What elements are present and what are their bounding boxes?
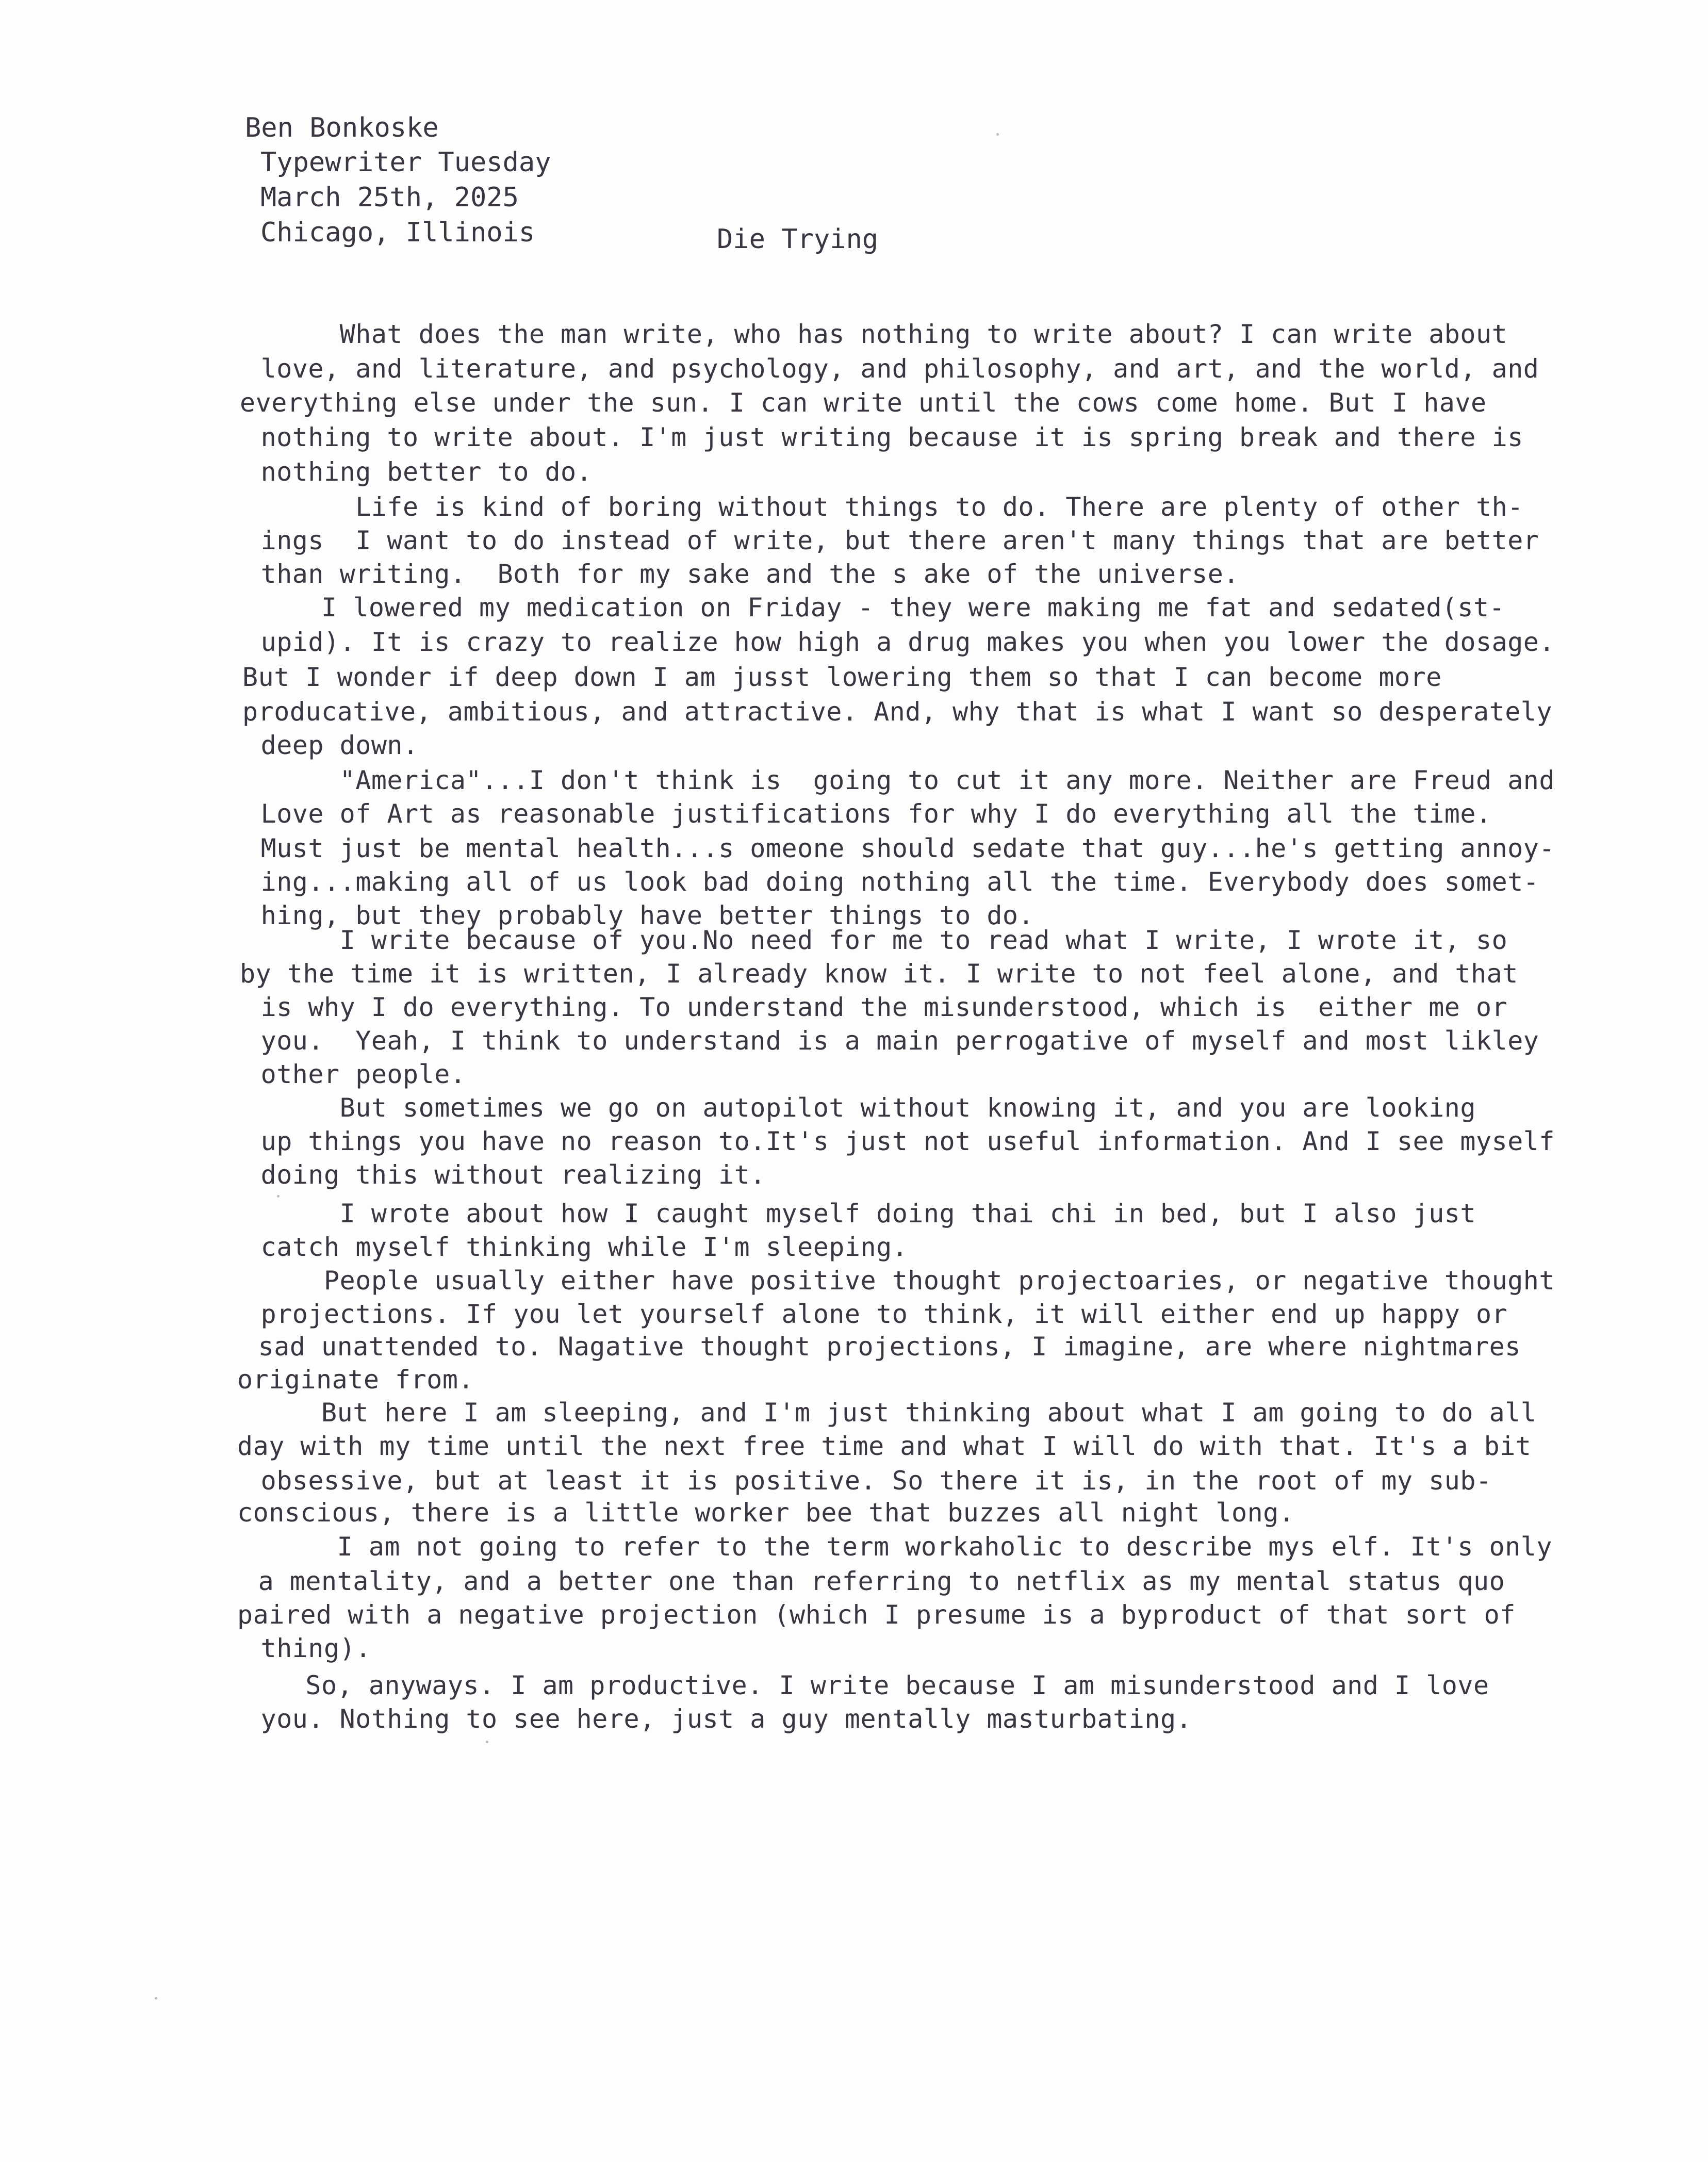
text-line: catch myself thinking while I'm sleeping.: [245, 1232, 908, 1262]
text-line: paired with a negative projection (which I presume is a byproduct of that sort of: [237, 1600, 1516, 1630]
text-line: But I wonder if deep down I am jusst lowering them so that I can become more: [242, 662, 1442, 692]
text-line: love, and literature, and psychology, and philosophy, and art, and the world, and: [245, 354, 1539, 384]
text-line: I lowered my medication on Friday - they were making me fat and sedated(st-: [242, 593, 1505, 623]
text-line: What does the man write, who has nothing to write about? I can write about: [245, 319, 1508, 349]
text-line: sad unattended to. Nagative thought projections, I imagine, are where nightmares: [242, 1332, 1521, 1362]
text-line: other people.: [245, 1059, 466, 1089]
text-line: "America"...I don't think is going to cut it any more. Neither are Freud and: [245, 765, 1555, 795]
text-line: Love of Art as reasonable justifications for why I do everything all the time.: [245, 799, 1492, 829]
text-line: a mentality, and a better one than referring to netflix as my mental status quo: [242, 1566, 1505, 1596]
paper-speck: [996, 133, 999, 136]
text-line: deep down.: [245, 730, 419, 760]
text-line: But sometimes we go on autopilot without knowing it, and you are looking: [245, 1093, 1476, 1123]
text-line: I wrote about how I caught myself doing thai chi in bed, but I also just: [245, 1199, 1476, 1229]
text-line: conscious, there is a little worker bee that buzzes all night long.: [237, 1498, 1295, 1528]
author-name: Ben Bonkoske: [245, 112, 439, 143]
text-line: ings I want to do instead of write, but there aren't many things that are better: [245, 526, 1539, 555]
paper-speck: [486, 1741, 488, 1743]
paper-speck: [155, 1997, 157, 2000]
text-line: upid). It is crazy to realize how high a drug makes you when you lower the dosage.: [245, 627, 1555, 657]
paper-speck: [277, 1195, 280, 1198]
series-name: Typewriter Tuesday: [260, 147, 551, 178]
text-line: you. Nothing to see here, just a guy mentally masturbating.: [245, 1704, 1192, 1734]
text-line: Life is kind of boring without things to do. There are plenty of other th-: [245, 492, 1523, 522]
text-line: thing).: [245, 1633, 371, 1663]
text-line: ing...making all of us look bad doing nothing all the time. Everybody does somet-: [245, 867, 1539, 897]
page-title: Die Trying: [717, 224, 879, 255]
text-line: People usually either have positive thought projectoaries, or negative thought: [245, 1266, 1555, 1296]
text-line: originate from.: [237, 1365, 474, 1395]
text-line: up things you have no reason to.It's just not useful information. And I see myself: [245, 1126, 1555, 1156]
text-line: But here I am sleeping, and I'm just thinking about what I am going to do all: [242, 1398, 1537, 1428]
text-line: than writing. Both for my sake and the s ake of the universe.: [245, 559, 1239, 589]
text-line: by the time it is written, I already know it. I write to not feel alone, and that: [240, 959, 1518, 989]
text-line: day with my time until the next free time and what I will do with that. It's a bit: [237, 1431, 1532, 1461]
text-line: So, anyways. I am productive. I write because I am misunderstood and I love: [242, 1670, 1489, 1700]
text-line: I am not going to refer to the term workaholic to describe mys elf. It's only: [242, 1532, 1553, 1562]
text-line: doing this without realizing it.: [245, 1160, 766, 1190]
location-line: Chicago, Illinois: [260, 217, 535, 248]
text-line: obsessive, but at least it is positive. So there it is, in the root of my sub-: [245, 1466, 1492, 1496]
text-line: everything else under the sun. I can write until the cows come home. But I have: [240, 388, 1487, 418]
text-line: is why I do everything. To understand the misunderstood, which is either me or: [245, 992, 1508, 1022]
text-line: producative, ambitious, and attractive. And, why that is what I want so desperately: [242, 697, 1553, 727]
text-line: nothing to write about. I'm just writing because it is spring break and there is: [245, 422, 1523, 452]
text-line: nothing better to do.: [245, 457, 593, 487]
text-line: you. Yeah, I think to understand is a main perrogative of myself and most likley: [245, 1026, 1539, 1056]
text-line: Must just be mental health...s omeone should sedate that guy...he's getting annoy-: [245, 833, 1555, 863]
text-line: hing, but they probably have better things to do.: [245, 900, 1034, 930]
date-line: March 25th, 2025: [260, 182, 519, 213]
text-line: projections. If you let yourself alone to think, it will either end up happy or: [245, 1299, 1508, 1329]
text-line: I write because of you.No need for me to read what I write, I wrote it, so: [245, 925, 1508, 955]
